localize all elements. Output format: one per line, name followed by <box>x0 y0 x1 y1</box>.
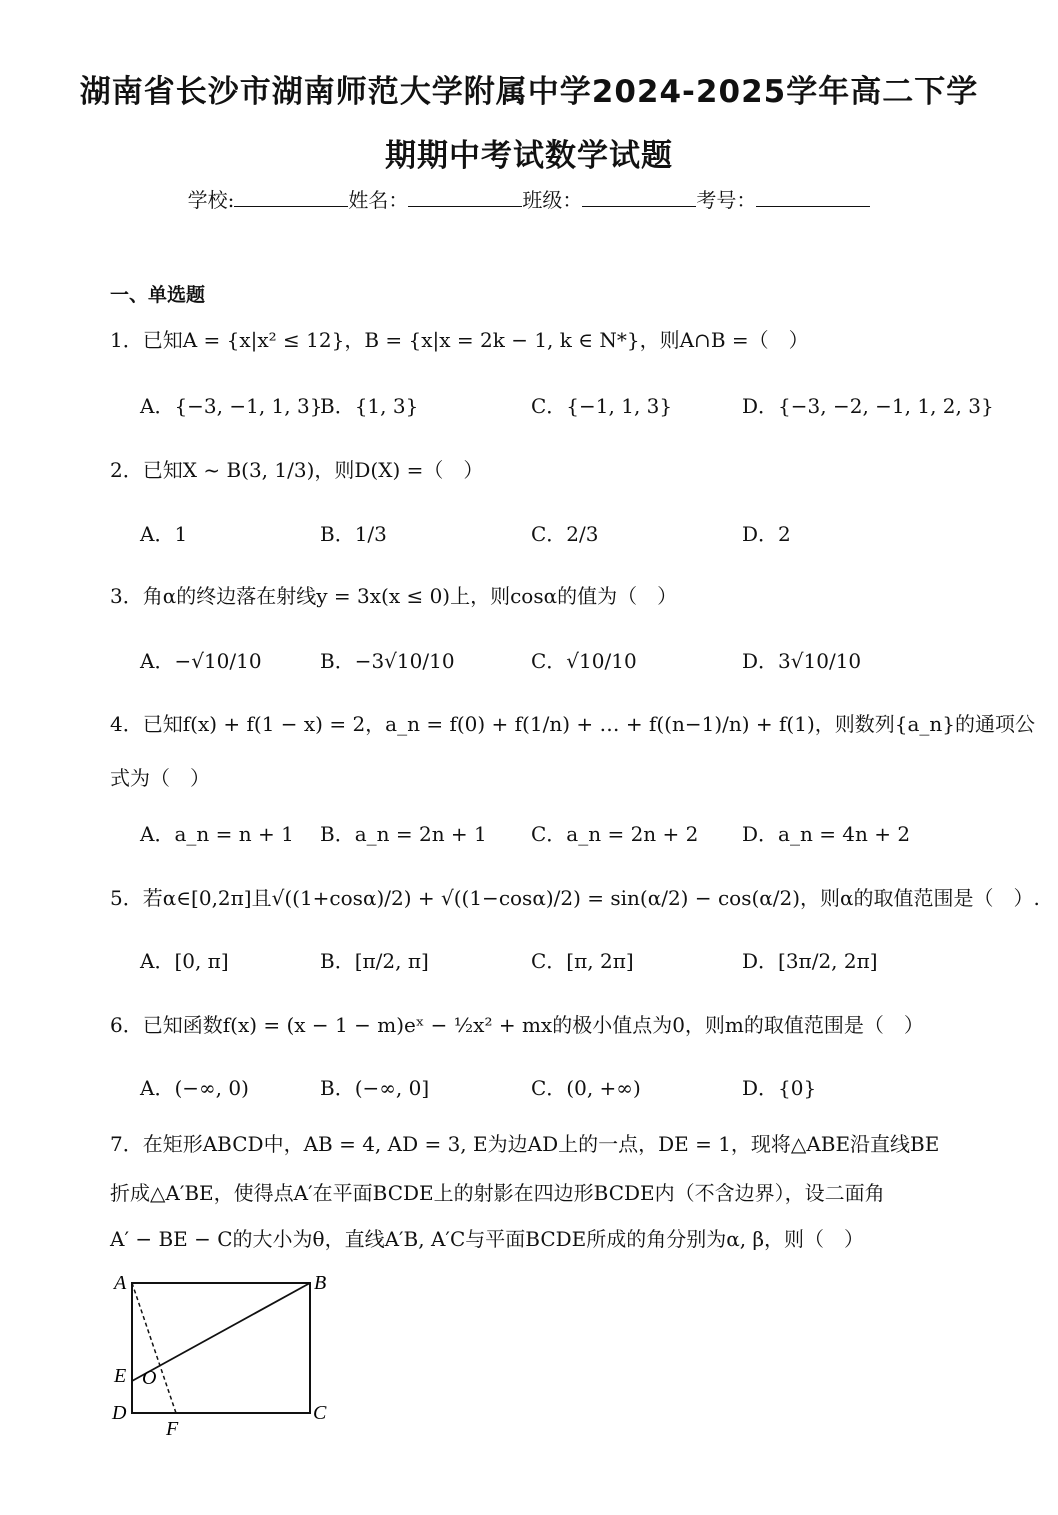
option-a: A．1 <box>140 522 188 546</box>
question-number: 1． <box>110 328 143 352</box>
option-d: D．[3π/2, 2π] <box>742 949 878 973</box>
option-b: B．(−∞, 0] <box>320 1076 430 1100</box>
option-b: B．−3√10/10 <box>320 649 455 673</box>
page-title-line1: 湖南省长沙市湖南师范大学附属中学2024-2025学年高二下学 <box>79 74 979 110</box>
question-stem-line1: 已知f(x) + f(1 − x) = 2，a_n = f(0) + f(1/n) + … + f((n−1)/n) + f(1)，则数列{a_n}的通项公 <box>142 712 1036 736</box>
option-d: D．{0} <box>742 1076 817 1100</box>
question-number: 3． <box>110 584 143 608</box>
question-4 <box>110 708 1035 737</box>
question-stem: 已知X ~ B(3, 1/3)，则D(X) =（ ） <box>142 458 484 482</box>
school-label: 学校: <box>187 188 235 212</box>
class-label: 班级： <box>522 188 583 212</box>
page-title-line2: 期期中考试数学试题 <box>385 138 673 174</box>
label-a: A <box>114 1272 127 1294</box>
option-a: A．a_n = n + 1 <box>140 822 294 846</box>
option-c: C．√10/10 <box>531 649 637 673</box>
question-7-line2: 折成△A′BE，使得点A′在平面BCDE上的射影在四边形BCDE内（不含边界），设二面角 <box>110 1181 885 1205</box>
option-b: B．1/3 <box>320 522 387 546</box>
school-blank <box>234 188 348 207</box>
label-b: B <box>314 1272 327 1294</box>
option-a: A．{−3, −1, 1, 3} <box>140 394 323 418</box>
question-stem-line1: 在矩形ABCD中，AB = 4, AD = 3, E为边AD上的一点，DE = 1，现将△ABE沿直线BE <box>142 1132 940 1156</box>
id-label: 考号： <box>696 188 757 212</box>
option-c: C．2/3 <box>531 522 599 546</box>
option-d: D．2 <box>742 522 791 546</box>
option-d: D．a_n = 4n + 2 <box>742 822 911 846</box>
option-c: C．(0, +∞) <box>531 1076 641 1100</box>
question-4-line2: 式为（ ） <box>110 766 210 790</box>
label-f: F <box>166 1418 179 1440</box>
question-stem: 已知A = {x|x² ≤ 12}，B = {x|x = 2k − 1, k ∈ N*}，则A∩B =（ ） <box>142 328 809 352</box>
question-number: 5． <box>110 886 143 910</box>
question-7-line3: A′ − BE − C的大小为θ，直线A′B, A′C与平面BCDE所成的角分别为α, β，则（ ） <box>110 1227 865 1251</box>
label-c: C <box>313 1402 327 1424</box>
id-blank <box>756 188 870 207</box>
question-7 <box>110 1128 939 1157</box>
option-d: D．3√10/10 <box>742 649 862 673</box>
question-number: 6． <box>110 1013 143 1037</box>
section-title: 一、单选题 <box>110 284 206 306</box>
student-info-row <box>0 184 1058 213</box>
rectangle-abcd <box>132 1283 310 1413</box>
question-2 <box>110 454 483 483</box>
question-number: 2． <box>110 458 143 482</box>
class-blank <box>582 188 696 207</box>
option-c: C．[π, 2π] <box>531 949 634 973</box>
question-5 <box>110 882 1040 911</box>
option-b: B．[π/2, π] <box>320 949 429 973</box>
question-3 <box>110 580 677 609</box>
name-label: 姓名： <box>348 188 409 212</box>
name-blank <box>408 188 522 207</box>
label-o: O <box>142 1367 157 1389</box>
question-stem: 角α的终边落在射线y = 3x(x ≤ 0)上，则cosα的值为（ ） <box>142 584 678 608</box>
option-c: C．{−1, 1, 3} <box>531 394 673 418</box>
question-1 <box>110 324 809 353</box>
question-number: 4． <box>110 712 143 736</box>
question-stem: 已知函数f(x) = (x − 1 − m)eˣ − ½x² + mx的极小值点为0，则m的取值范围是（ ） <box>142 1013 924 1037</box>
segment-be <box>132 1283 310 1381</box>
option-a: A．[0, π] <box>140 949 229 973</box>
label-d: D <box>112 1402 127 1424</box>
question-stem: 若α∈[0,2π]且√((1+cosα)/2) + √((1−cosα)/2) = sin(α/2) − cos(α/2)，则α的取值范围是（ ）. <box>142 886 1040 910</box>
label-e: E <box>114 1365 127 1387</box>
question-number: 7． <box>110 1132 143 1156</box>
option-b: B．{1, 3} <box>320 394 419 418</box>
question-6 <box>110 1009 924 1038</box>
option-a: A．(−∞, 0) <box>140 1076 249 1100</box>
option-a: A．−√10/10 <box>140 649 262 673</box>
option-b: B．a_n = 2n + 1 <box>320 822 487 846</box>
dashed-segment-af <box>132 1283 176 1413</box>
option-c: C．a_n = 2n + 2 <box>531 822 699 846</box>
option-d: D．{−3, −2, −1, 1, 2, 3} <box>742 394 994 418</box>
rectangle-figure <box>108 1265 338 1445</box>
